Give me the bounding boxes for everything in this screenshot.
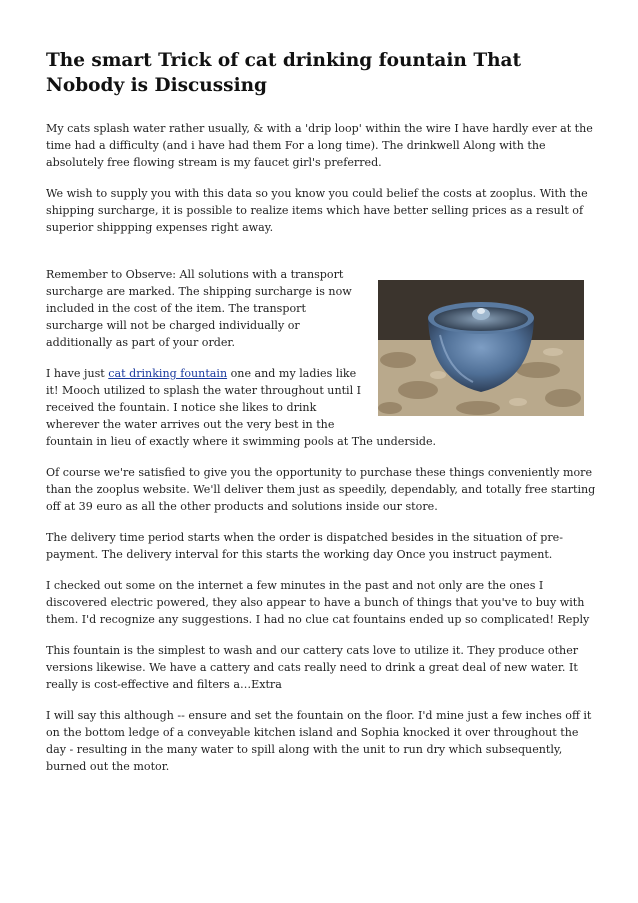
paragraph: We wish to supply you with this data so you know you could belief the costs at zooplus. With the shipping surcharge, it is possible to realize items which have better selling prices as a result of superior shippping expenses right away. [46,187,588,234]
paragraph-text: one and my ladies like it! Mooch utilized to splash the water throughout until I received the fountain. I notice she likes to drink wherever the water arrives out the very best in the fountain in lieu of exactly where it swimming pools at The underside. [46,367,437,448]
paragraph: Remember to Observe: All solutions with a transport surcharge are marked. The shipping surcharge is now included in the cost of the item. The transport surcharge will not be charged individually or additionally as part of your order. [46,268,352,349]
paragraph: I will say this although -- ensure and set the fountain on the floor. I'd mine just a few inches off it on the bottom ledge of a conveyable kitchen island and Sophia knocked it over throughout the day - resulting in the many water to spill along with the unit to run dry which subsequently, burned out the motor. [46,709,592,773]
page-title: The smart Trick of cat drinking fountain That Nobody is Discussing [46,50,522,96]
paragraph: Of course we're satisfied to give you the opportunity to purchase these things conveniently more than the zooplus website. We'll deliver them just as speedily, dependably, and totally free starting off at 39 euro as all the other products and solutions inside our store. [46,466,596,513]
section-spacer [46,250,598,266]
paragraph: My cats splash water rather usually, & with a 'drip loop' within the wire I have hardly ever at the time had a difficulty (and i have had them For a long time). The drinkwell Along with the absolutely free flowing stream is my faucet girl's preferred. [46,122,593,169]
document-page [46,48,598,789]
paragraph: This fountain is the simplest to wash and our cattery cats love to utilize it. They produce other versions likewise. We have a cattery and cats really need to drink a great deal of new water. It really is cost-effective and filters a…Extra [46,644,579,691]
paragraph: I checked out some on the internet a few minutes in the past and not only are the ones I discovered electric powered, they also appear to have a bunch of things that you've to buy with them. I'd recognize any suggestions. I had no clue cat fountains ended up so complicated! Reply [46,579,590,626]
cat-fountain-photo [378,280,584,416]
paragraph-text: I have just [46,367,109,380]
cat-drinking-fountain-link[interactable]: cat drinking fountain [108,367,228,380]
paragraph: The delivery time period starts when the order is dispatched besides in the situation of pre-payment. The delivery interval for this starts the working day Once you instruct payment. [46,531,563,561]
